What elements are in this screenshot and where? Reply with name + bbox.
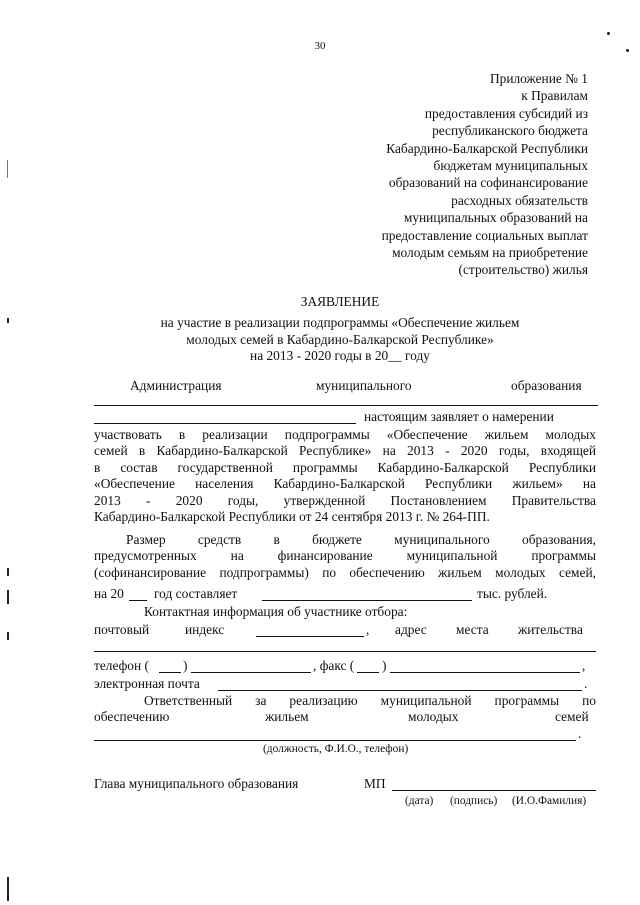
title-line: на участие в реализации подпрограммы «Обеспечение жильем [160, 315, 520, 330]
address-word-2: места [456, 622, 489, 637]
appendix-line: республиканского бюджета [432, 123, 588, 139]
scan-mark [7, 590, 9, 604]
caption-name: (И.О.Фамилия) [512, 795, 587, 807]
appendix-line: к Правилам [521, 88, 588, 104]
paragraph-budget [94, 532, 596, 581]
admin-word-3: образования [511, 378, 582, 393]
fax-label: , факс ( [313, 658, 355, 673]
scan-mark [7, 318, 9, 323]
resp-caption: (должность, Ф.И.О., телефон) [263, 743, 409, 755]
caption-date: (дата) [405, 795, 434, 807]
appendix-block [298, 70, 588, 279]
phone-number-field[interactable] [191, 672, 311, 673]
postal-word-1: почтовый [94, 622, 150, 637]
appendix-line: бюджетам муниципальных [433, 158, 588, 174]
head-label: Глава муниципального образования [94, 776, 299, 791]
fax-number-field[interactable] [390, 672, 580, 673]
appendix-line: Приложение № 1 [489, 71, 588, 86]
phone-close: ) [183, 658, 188, 673]
paragraph-participation [94, 427, 596, 525]
appendix-line: Кабардино-Балкарской Республики [386, 140, 588, 156]
signature-field[interactable] [392, 790, 596, 791]
paragraph-line: в состав государственной программы Кабардино-Балкарской Республики [94, 459, 596, 475]
resp-word-3: молодых [408, 709, 459, 724]
resp-word-1: обеспечению [94, 709, 170, 724]
contact-heading: Контактная информация об участнике отбора: [144, 604, 408, 619]
postal-comma: , [366, 622, 370, 637]
paragraph-line: 2013 - 2020 годы, утвержденной Постановлением Правительства [94, 492, 596, 508]
address-word-1: адрес [395, 622, 427, 637]
scan-mark [7, 632, 9, 640]
document-title: ЗАЯВЛЕНИЕ [300, 294, 380, 309]
responsible-person-field[interactable] [94, 740, 576, 741]
scan-mark [7, 160, 8, 178]
scan-mark [607, 32, 610, 35]
appendix-line: молодым семьям на приобретение [392, 245, 588, 261]
year-prefix: на 20 [94, 586, 124, 601]
admin-word-1: Администрация [130, 378, 222, 393]
fax-close: ) [382, 658, 387, 673]
appendix-line: образований на софинансирование [388, 175, 588, 191]
fax-end: , [582, 658, 586, 673]
paragraph-line: Кабардино-Балкарской Республики от 24 сентября 2013 г. № 264-ПП. [94, 509, 490, 525]
email-end: . [584, 676, 588, 691]
paragraph-line: Ответственный за реализацию муниципальной программы по [144, 693, 596, 708]
appendix-line: муниципальных образований на [403, 210, 588, 226]
appendix-line: предоставление социальных выплат [381, 227, 588, 243]
paragraph-responsible [94, 693, 596, 709]
paragraph-line: участвовать в реализации подпрограммы «Обеспечение жильем молодых [94, 427, 596, 442]
address-field[interactable] [94, 651, 596, 652]
appendix-line: расходных обязательств [451, 192, 588, 208]
resp-word-4: семей [555, 709, 589, 724]
admin-word-2: муниципального [316, 378, 412, 393]
declares-text: настоящим заявляет о намерении [364, 409, 554, 424]
municipality-name-field-2[interactable] [94, 423, 356, 424]
paragraph-line: (софинансирование подпрограммы) по обеспечению жильем молодых семей, [94, 564, 596, 580]
address-word-3: жительства [518, 622, 583, 637]
appendix-line: предоставления субсидий из [424, 105, 588, 121]
fax-code-field[interactable] [357, 672, 379, 673]
scan-mark [626, 49, 629, 52]
resp-end: . [578, 726, 582, 741]
mp-label: МП [364, 776, 386, 791]
caption-sign: (подпись) [450, 795, 498, 807]
paragraph-line: Размер средств в бюджете муниципального образования, [126, 532, 596, 547]
resp-word-2: жильем [265, 709, 309, 724]
paragraph-line: семей в Кабардино-Балкарской Республике» на 2013 - 2020 годы, входящей [94, 443, 596, 459]
postal-word-2: индекс [185, 622, 225, 637]
page-number: 30 [314, 40, 326, 52]
phone-label: телефон ( [94, 658, 149, 673]
municipality-name-field[interactable] [94, 405, 598, 406]
year-mid: год составляет [154, 586, 238, 601]
postal-index-field[interactable] [256, 636, 364, 637]
amount-field[interactable] [262, 600, 472, 601]
scan-mark [7, 877, 9, 901]
paragraph-line: «Обеспечение населения Кабардино-Балкарской Республики жильем» на [94, 476, 596, 492]
appendix-line: (строительство) жилья [458, 262, 588, 278]
title-line: на 2013 - 2020 годы в 20__ году [250, 348, 430, 363]
year-suffix: тыс. рублей. [477, 586, 548, 601]
paragraph-line: предусмотренных на финансирование муниципальной программы [94, 548, 596, 564]
email-field[interactable] [218, 690, 582, 691]
phone-code-field[interactable] [159, 672, 181, 673]
year-field[interactable] [129, 600, 147, 601]
scan-mark [7, 568, 9, 576]
email-label: электронная почта [94, 676, 200, 691]
title-line: молодых семей в Кабардино-Балкарской Республике» [186, 332, 494, 347]
